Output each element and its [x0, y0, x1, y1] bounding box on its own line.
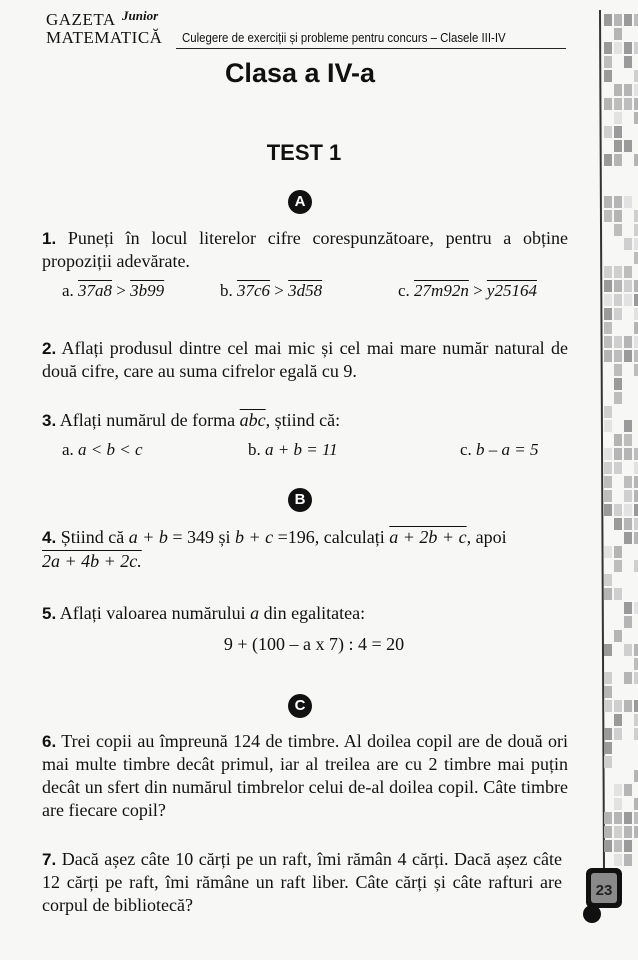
decorative-tile [604, 98, 612, 110]
page-number: 23 [595, 882, 613, 899]
decorative-tile [624, 826, 632, 838]
decorative-tile [614, 336, 622, 348]
decorative-tile [634, 812, 638, 824]
question-number: 6. [42, 732, 57, 751]
decorative-tile [604, 462, 612, 474]
decorative-tile [614, 98, 622, 110]
decorative-tile [604, 350, 612, 362]
decorative-tile [604, 294, 612, 306]
decorative-tile [604, 70, 612, 82]
decorative-tile [614, 854, 622, 866]
page-header [46, 10, 566, 50]
decorative-tile [614, 364, 622, 376]
question-6 [42, 730, 568, 822]
decorative-tile [604, 672, 612, 684]
decorative-tile [604, 490, 612, 502]
decorative-tile [604, 196, 612, 208]
question-2 [42, 337, 568, 383]
overline-number: 27m92n [414, 281, 469, 300]
badge-ball [583, 905, 601, 923]
decorative-tile [614, 140, 622, 152]
decorative-tile [624, 476, 632, 488]
logo-matematica: MATEMATICĂ [46, 28, 163, 47]
decorative-tile [624, 434, 632, 446]
decorative-tile [634, 224, 638, 236]
header-rule [176, 48, 566, 49]
decorative-tile [614, 266, 622, 278]
decorative-tile [614, 462, 622, 474]
question-text: =196, calculați [273, 527, 390, 547]
decorative-tile [634, 308, 638, 320]
decorative-tile [624, 490, 632, 502]
q3-option-b [248, 440, 338, 460]
decorative-tile [634, 280, 638, 292]
decorative-tile [614, 504, 622, 516]
decorative-tile [634, 70, 638, 82]
decorative-tile [634, 322, 638, 334]
decorative-tile [624, 280, 632, 292]
decorative-tile [624, 238, 632, 250]
page-number-badge [582, 866, 628, 926]
option-expression: a + b = 11 [265, 440, 338, 459]
decorative-tile [624, 504, 632, 516]
decorative-tile [614, 126, 622, 138]
decorative-tile [634, 770, 638, 782]
decorative-tile [634, 518, 638, 530]
decorative-tile [604, 154, 612, 166]
decorative-tile [614, 280, 622, 292]
q3-option-a [62, 440, 143, 460]
decorative-tile [614, 546, 622, 558]
decorative-tile [614, 840, 622, 852]
variable: a [250, 603, 260, 623]
question-number: 3. [42, 411, 57, 430]
decorative-tile [614, 560, 622, 572]
decorative-tile [634, 700, 638, 712]
q3-option-c [460, 440, 539, 460]
decorative-tile [614, 42, 622, 54]
decorative-tile [634, 658, 638, 670]
decorative-tile [634, 84, 638, 96]
decorative-tile [604, 700, 612, 712]
decorative-tile [614, 784, 622, 796]
test-title: TEST 1 [266, 140, 342, 165]
decorative-tile [614, 210, 622, 222]
option-label: b. [220, 281, 233, 300]
decorative-tile [614, 154, 622, 166]
decorative-tile [624, 98, 632, 110]
decorative-tile [624, 56, 632, 68]
decorative-tile [604, 546, 612, 558]
overline-number: 37a8 [78, 281, 113, 300]
question-4 [42, 526, 568, 549]
decorative-tile [604, 588, 612, 600]
decorative-tile [624, 140, 632, 152]
decorative-tile [614, 308, 622, 320]
question-text: , știind că: [265, 410, 341, 430]
decorative-tile [624, 294, 632, 306]
comparison-sign: > [468, 281, 487, 300]
decorative-tile [614, 630, 622, 642]
decorative-tile [624, 854, 632, 866]
decorative-tile [634, 42, 638, 54]
question-1 [42, 227, 568, 273]
decorative-tile [634, 252, 638, 264]
decorative-tile [634, 462, 638, 474]
option-label: a. [62, 281, 74, 300]
decorative-tile-border [574, 0, 638, 960]
decorative-tile [634, 238, 638, 250]
decorative-tile [634, 154, 638, 166]
decorative-tile [624, 84, 632, 96]
decorative-tile [624, 602, 632, 614]
decorative-tile [604, 266, 612, 278]
decorative-tile [604, 42, 612, 54]
decorative-tile [634, 364, 638, 376]
decorative-tile [614, 812, 622, 824]
question-7 [42, 848, 562, 917]
decorative-tile [614, 826, 622, 838]
decorative-tile [624, 644, 632, 656]
q5-equation: 9 + (100 – a x 7) : 4 = 20 [223, 634, 405, 654]
option-label: a. [62, 440, 74, 459]
decorative-tile [614, 392, 622, 404]
section-a-badge: A [288, 190, 312, 214]
decorative-tile [624, 812, 632, 824]
question-text: Puneți în locul literelor cifre corespunzătoare, pentru a obține propoziții adevărate. [42, 228, 569, 271]
decorative-tile [634, 112, 638, 124]
decorative-tile [604, 406, 612, 418]
decorative-tile [604, 280, 612, 292]
question-number: 7. [42, 850, 57, 869]
decorative-tile [634, 14, 638, 26]
q1-option-a [62, 281, 164, 301]
question-text: Dacă așez câte 10 cărți pe un raft, îmi rămân 4 cărți. Dacă așez câte 12 cărți pe raft, îmi rămâne un raft liber. Câte cărți și câte rafturi are corpul de bibliotecă? [42, 849, 562, 915]
comparison-sign: > [112, 281, 131, 300]
question-text: Aflați valoarea numărului [59, 603, 251, 623]
decorative-tile [614, 14, 622, 26]
option-label: c. [460, 440, 472, 459]
decorative-tile [614, 728, 622, 740]
question-text: Trei copii au împreună 124 de timbre. Al doilea copil are de două ori mai multe timbre decât primul, iar al treilea are cu 2 timbre mai puțin decât un sfert din numărul timbrelor celui de-al doilea copil. Câte timbre are fiecare copil? [42, 731, 568, 820]
question-number: 4. [42, 528, 57, 547]
decorative-tile [614, 714, 622, 726]
decorative-tile [614, 224, 622, 236]
option-expression: a < b < c [78, 440, 143, 459]
section-c-badge: C [288, 694, 312, 718]
decorative-tile [624, 784, 632, 796]
decorative-tile [634, 504, 638, 516]
decorative-tile [634, 490, 638, 502]
decorative-tile [614, 434, 622, 446]
q1-option-b [220, 281, 322, 301]
decorative-tile [634, 560, 638, 572]
decorative-tile [604, 476, 612, 488]
decorative-tile [624, 196, 632, 208]
question-text: din egalitatea: [259, 603, 366, 623]
question-5 [42, 602, 568, 625]
decorative-tile [604, 644, 612, 656]
decorative-tile [634, 350, 638, 362]
decorative-tile [604, 322, 612, 334]
decorative-tile [634, 602, 638, 614]
decorative-tile [614, 588, 622, 600]
decorative-tile [624, 336, 632, 348]
question-number: 1. [42, 229, 57, 248]
question-text: Aflați produsul dintre cel mai mic și cel mai mare număr natural de două cifre, care au suma cifrelor egală cu 9. [42, 338, 568, 381]
decorative-tile [634, 532, 638, 544]
decorative-tile [634, 98, 638, 110]
overline-number: 37c6 [237, 281, 271, 300]
comparison-sign: > [270, 281, 289, 300]
decorative-tile [614, 350, 622, 362]
decorative-tile [614, 196, 622, 208]
decorative-tile [614, 448, 622, 460]
decorative-tile [604, 126, 612, 138]
decorative-tile [624, 672, 632, 684]
decorative-tile [604, 56, 612, 68]
decorative-tile [634, 728, 638, 740]
decorative-tile [624, 42, 632, 54]
decorative-tile [614, 84, 622, 96]
decorative-tile [634, 644, 638, 656]
overline-number: 3d58 [288, 281, 323, 300]
logo-junior: Junior [122, 8, 159, 23]
decorative-tile [634, 672, 638, 684]
decorative-tile [624, 14, 632, 26]
decorative-tile [604, 308, 612, 320]
expression: a + b [128, 527, 168, 547]
decorative-tile [604, 756, 612, 768]
decorative-tile [614, 28, 622, 40]
decorative-tile [604, 14, 612, 26]
decorative-tile [624, 616, 632, 628]
overline-expression: 2a + 4b + 2c. [42, 551, 142, 571]
decorative-tile [604, 574, 612, 586]
decorative-tile [604, 210, 612, 222]
decorative-tile [634, 336, 638, 348]
decorative-tile [634, 826, 638, 838]
decorative-tile [604, 336, 612, 348]
decorative-tile [624, 266, 632, 278]
question-number: 5. [42, 604, 57, 623]
overline-number: $\overline{abc}$ [239, 410, 266, 430]
question-number: 2. [42, 339, 57, 358]
decorative-tile [614, 518, 622, 530]
decorative-tile [624, 700, 632, 712]
decorative-tile [624, 420, 632, 432]
overline-expression: a + 2b + c [389, 527, 467, 547]
question-text: , apoi [466, 527, 507, 547]
question-text: Aflați numărul de forma [59, 410, 240, 430]
decorative-tile [634, 294, 638, 306]
decorative-tile [624, 350, 632, 362]
decorative-tile [614, 112, 622, 124]
decorative-tile [624, 448, 632, 460]
decorative-tile [624, 518, 632, 530]
q4-line2 [42, 551, 142, 572]
decorative-tile [604, 840, 612, 852]
logo-gazeta: GAZETA [46, 10, 116, 29]
decorative-tile [604, 504, 612, 516]
overline-number: y25164 [486, 281, 537, 300]
decorative-tile [614, 294, 622, 306]
decorative-tile [604, 420, 612, 432]
decorative-tile [604, 686, 612, 698]
decorative-tile [634, 714, 638, 726]
decorative-tile [614, 798, 622, 810]
option-label: b. [248, 440, 261, 459]
decorative-tile [604, 742, 612, 754]
decorative-tile [634, 210, 638, 222]
question-text: = 349 și [167, 527, 236, 547]
section-b-badge: B [288, 488, 312, 512]
expression: b + c [235, 527, 274, 547]
decorative-tile [624, 532, 632, 544]
option-label: c. [398, 281, 410, 300]
question-text: Știind că [60, 527, 129, 547]
decorative-tile [634, 798, 638, 810]
decorative-tile [634, 448, 638, 460]
decorative-tile [604, 728, 612, 740]
class-title: Clasa a IV-a [224, 58, 376, 88]
margin-line [600, 10, 604, 870]
decorative-tile [604, 448, 612, 460]
decorative-tile [604, 826, 612, 838]
header-subtitle: Culegere de exerciții și probleme pentru concurs – Clasele III-IV [182, 30, 506, 45]
q1-option-c [398, 281, 537, 301]
decorative-tile [614, 378, 622, 390]
overline-number: 3b99 [130, 281, 165, 300]
question-3 [42, 409, 568, 432]
decorative-tile [624, 840, 632, 852]
option-expression: b – a = 5 [476, 440, 539, 459]
decorative-tile [634, 476, 638, 488]
decorative-tile [604, 812, 612, 824]
decorative-tile [614, 700, 622, 712]
